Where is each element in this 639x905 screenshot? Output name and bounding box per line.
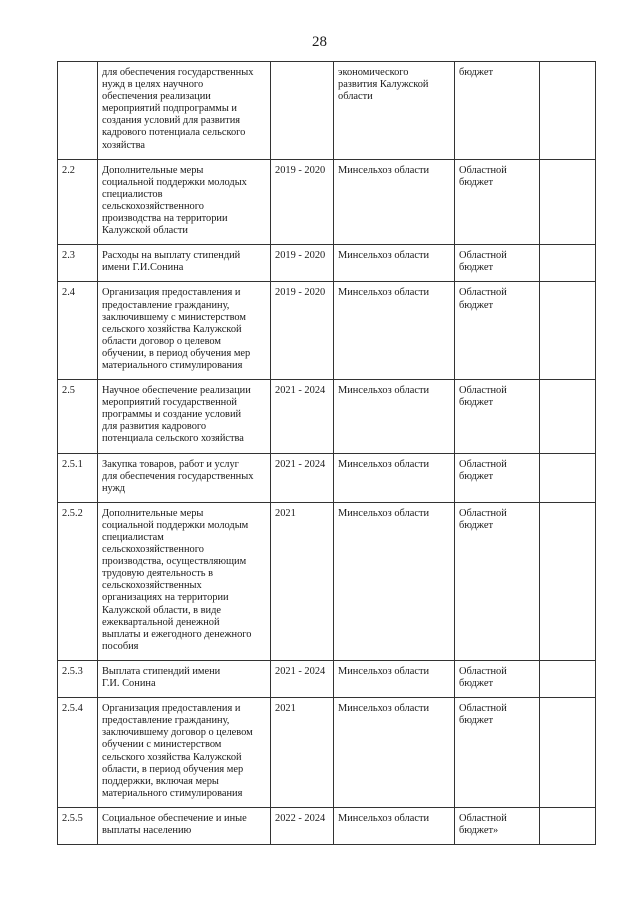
table-row <box>58 660 596 697</box>
program-measures-table <box>57 61 596 845</box>
period-cell <box>271 62 334 160</box>
table-row <box>58 245 596 282</box>
row-number-cell: 2.5.5 <box>58 807 98 844</box>
period-cell: 2021 - 2024 <box>271 453 334 502</box>
period-cell: 2019 - 2020 <box>271 159 334 245</box>
empty-cell <box>540 698 596 808</box>
measure-name-cell: Научное обеспечение реализации мероприятий государственной программы и создание условий для развития кадрового потенциала сельского хозяйства <box>98 380 271 453</box>
measure-name-cell: Дополнительные меры социальной поддержки молодых специалистов сельскохозяйственного производства на территории Калужской области <box>98 159 271 245</box>
empty-cell <box>540 502 596 660</box>
empty-cell <box>540 282 596 380</box>
row-number-cell: 2.5.2 <box>58 502 98 660</box>
funding-source-cell: Областной бюджет <box>455 282 540 380</box>
executor-cell: Минсельхоз области <box>334 380 455 453</box>
executor-cell: экономического развития Калужской области <box>334 62 455 160</box>
table-row <box>58 62 596 160</box>
empty-cell <box>540 245 596 282</box>
empty-cell <box>540 660 596 697</box>
period-cell: 2021 - 2024 <box>271 380 334 453</box>
empty-cell <box>540 807 596 844</box>
measure-name-cell: Организация предоставления и предоставление гражданину, заключившему с министерством сельского хозяйства Калужской области договор о целевом обучении, в период обучения мер материального стимулирования <box>98 282 271 380</box>
funding-source-cell: Областной бюджет <box>455 698 540 808</box>
row-number-cell: 2.5 <box>58 380 98 453</box>
funding-source-cell: Областной бюджет <box>455 159 540 245</box>
period-cell: 2021 <box>271 698 334 808</box>
funding-source-cell: Областной бюджет <box>455 453 540 502</box>
measure-name-cell: Дополнительные меры социальной поддержки молодым специалистам сельскохозяйственного производства, осуществляющим трудовую деятельность в сельскохозяйственных организациях на территории Калужской области, в виде ежеквартальной денежной выплаты и ежегодного денежного пособия <box>98 502 271 660</box>
table-row <box>58 502 596 660</box>
row-number-cell: 2.5.3 <box>58 660 98 697</box>
table-row <box>58 282 596 380</box>
period-cell: 2022 - 2024 <box>271 807 334 844</box>
table-row <box>58 159 596 245</box>
row-number-cell: 2.5.1 <box>58 453 98 502</box>
measure-name-cell: для обеспечения государственных нужд в целях научного обеспечения реализации мероприятий подпрограммы и создания условий для развития кадрового потенциала сельского хозяйства <box>98 62 271 160</box>
executor-cell: Минсельхоз области <box>334 453 455 502</box>
funding-source-cell: бюджет <box>455 62 540 160</box>
row-number-cell: 2.2 <box>58 159 98 245</box>
page-number: 28 <box>312 34 327 50</box>
measure-name-cell: Закупка товаров, работ и услуг для обеспечения государственных нужд <box>98 453 271 502</box>
empty-cell <box>540 453 596 502</box>
funding-source-cell: Областной бюджет <box>455 245 540 282</box>
executor-cell: Минсельхоз области <box>334 502 455 660</box>
executor-cell: Минсельхоз области <box>334 282 455 380</box>
measure-name-cell: Расходы на выплату стипендий имени Г.И.Сонина <box>98 245 271 282</box>
table-row <box>58 380 596 453</box>
empty-cell <box>540 62 596 160</box>
executor-cell: Минсельхоз области <box>334 159 455 245</box>
period-cell: 2019 - 2020 <box>271 282 334 380</box>
executor-cell: Минсельхоз области <box>334 245 455 282</box>
table-row <box>58 453 596 502</box>
table-row <box>58 698 596 808</box>
empty-cell <box>540 159 596 245</box>
executor-cell: Минсельхоз области <box>334 807 455 844</box>
funding-source-cell: Областной бюджет <box>455 502 540 660</box>
funding-source-cell: Областной бюджет» <box>455 807 540 844</box>
measure-name-cell: Социальное обеспечение и иные выплаты населению <box>98 807 271 844</box>
row-number-cell <box>58 62 98 160</box>
period-cell: 2019 - 2020 <box>271 245 334 282</box>
funding-source-cell: Областной бюджет <box>455 380 540 453</box>
measure-name-cell: Выплата стипендий имени Г.И. Сонина <box>98 660 271 697</box>
funding-source-cell: Областной бюджет <box>455 660 540 697</box>
row-number-cell: 2.5.4 <box>58 698 98 808</box>
table-row <box>58 807 596 844</box>
executor-cell: Минсельхоз области <box>334 698 455 808</box>
period-cell: 2021 <box>271 502 334 660</box>
measure-name-cell: Организация предоставления и предоставление гражданину, заключившему договор о целевом обучении с министерством сельского хозяйства Калужской области, в период обучения мер поддержки, включая меры материального стимулирования <box>98 698 271 808</box>
executor-cell: Минсельхоз области <box>334 660 455 697</box>
row-number-cell: 2.4 <box>58 282 98 380</box>
period-cell: 2021 - 2024 <box>271 660 334 697</box>
row-number-cell: 2.3 <box>58 245 98 282</box>
empty-cell <box>540 380 596 453</box>
table-body <box>58 62 596 845</box>
